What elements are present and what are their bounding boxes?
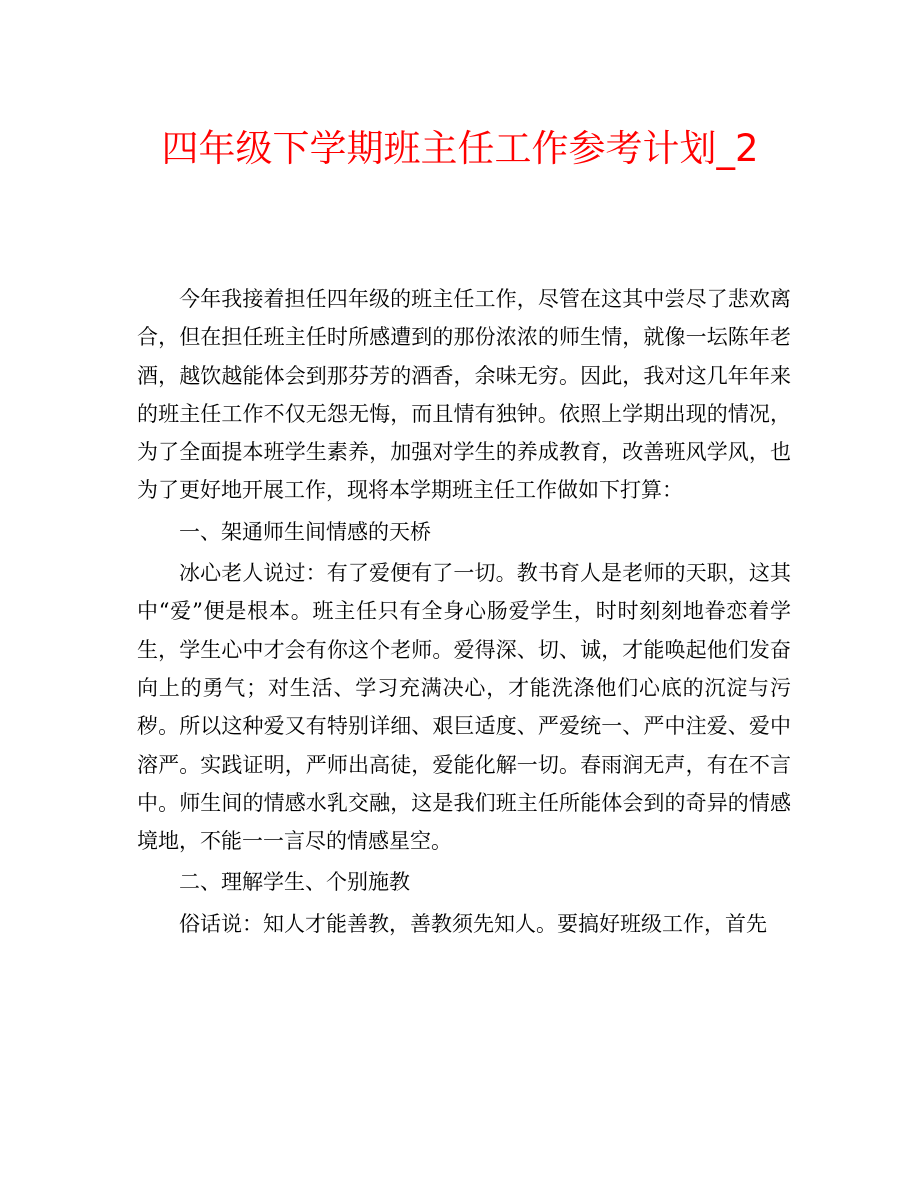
section-heading-2: 二、理解学生、个别施教 [179, 870, 410, 895]
paragraph-section-2: 俗话说：知人才能善教，善教须先知人。要搞好班级工作，首先 [179, 911, 767, 936]
paragraph-intro: 今年我接着担任四年级的班主任工作，尽管在这其中尝尽了悲欢离合，但在担任班主任时所感遭到的那份浓浓的师生情，就像一坛陈年老酒，越饮越能体会到那芬芳的酒香，余味无穷。因此，我对这几年年来的班主任工作不仅无怨无悔，而且情有独钟。依照上学期出现的情况，为了全面提本班学生素养，加强对学生的养成教育，改善班风学风，也为了更好地开展工作，现将本学期班主任工作做如下打算： [137, 287, 791, 503]
section-heading-1: 一、架通师生间情感的天桥 [179, 519, 431, 544]
document-body [137, 280, 791, 943]
document-title: 四年级下学期班主任工作参考计划_2 [161, 127, 759, 170]
paragraph-section-1: 冰心老人说过：有了爱便有了一切。教书育人是老师的天职，这其中“爱”便是根本。班主任只有全身心肠爱学生，时时刻刻地眷恋着学生，学生心中才会有你这个老师。爱得深、切、诚，才能唤起他们发奋向上的勇气；对生活、学习充满决心，才能洗涤他们心底的沉淀与污秽。所以这种爱又有特别详细、艰巨适度、严爱统一、严中注爱、爱中溶严。实践证明，严师出高徒，爱能化解一切。春雨润无声，有在不言中。师生间的情感水乳交融，这是我们班主任所能体会到的奇异的情感境地，不能一一言尽的情感星空。 [137, 561, 791, 854]
